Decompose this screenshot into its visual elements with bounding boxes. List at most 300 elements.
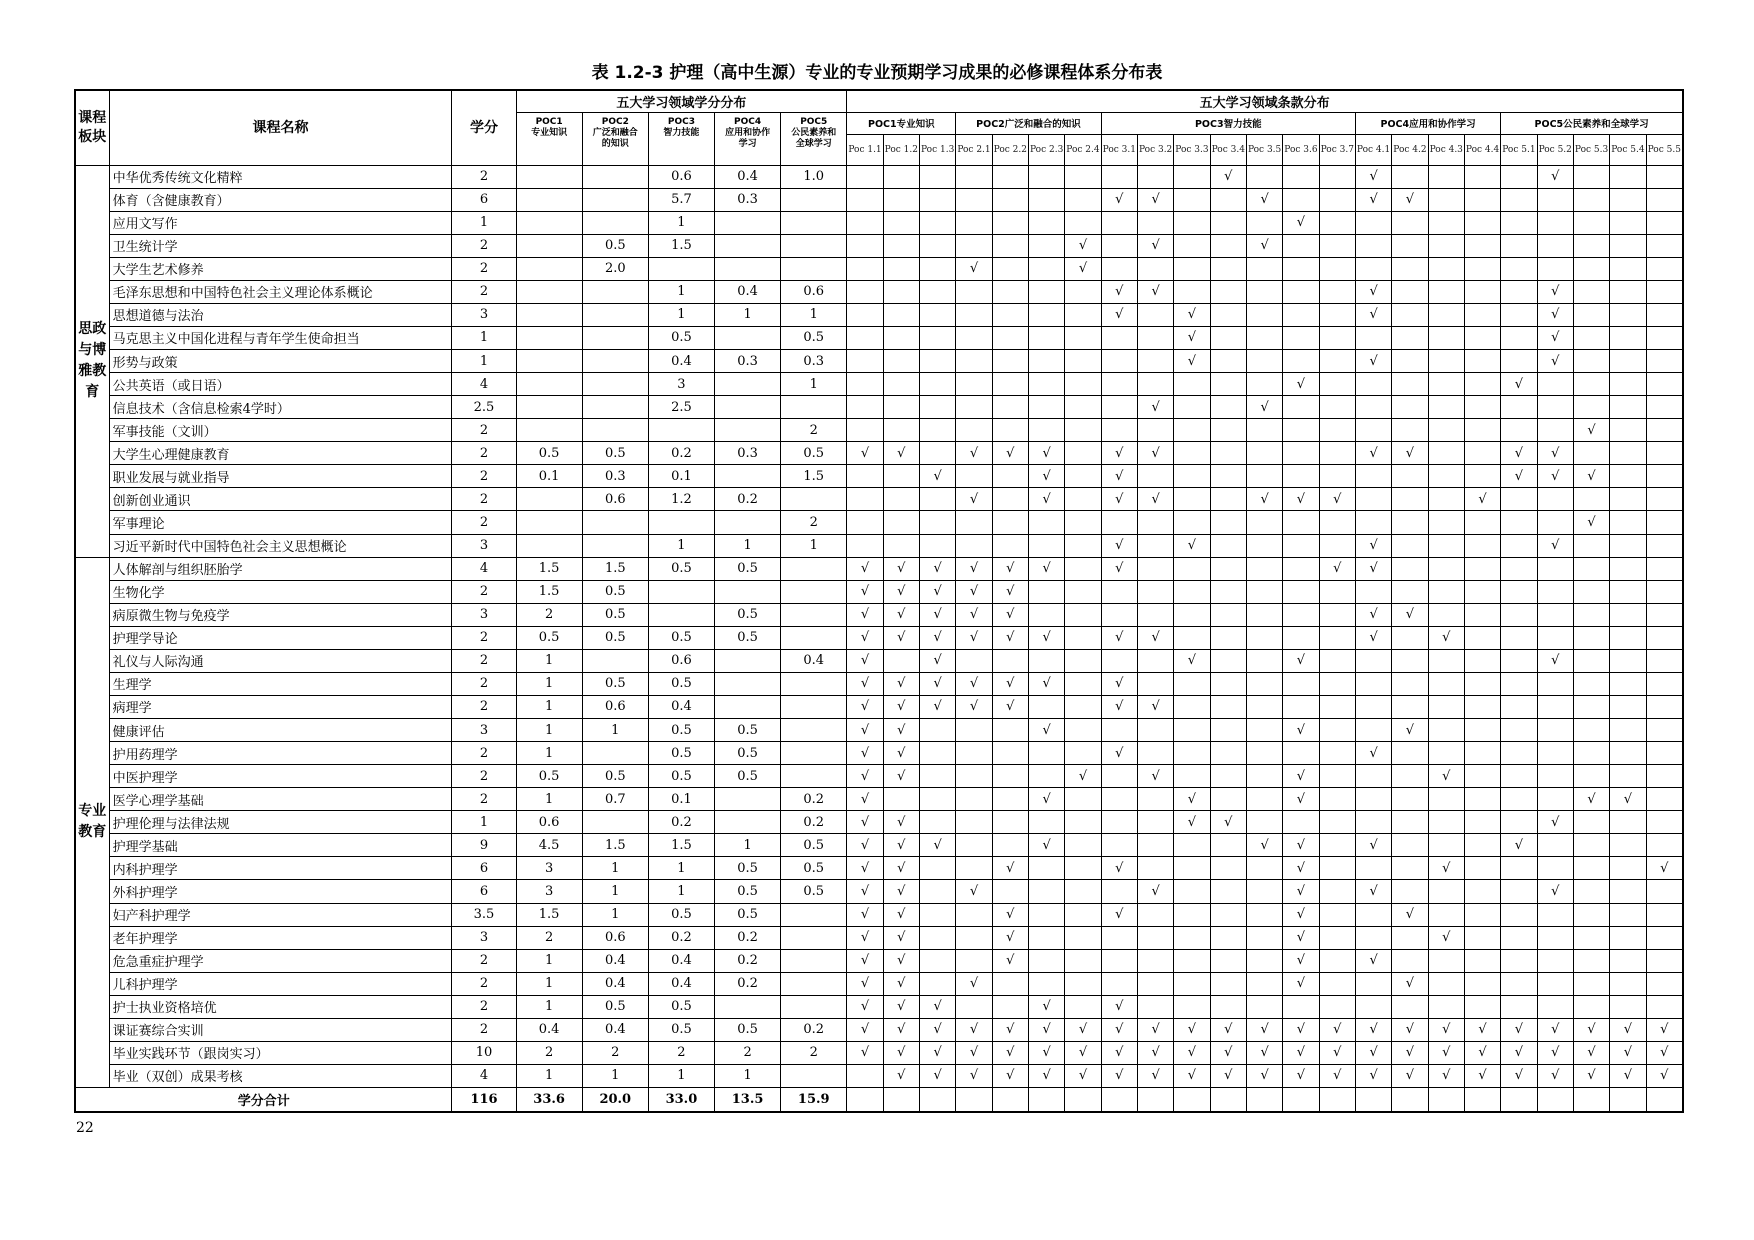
- credit-distribution-cell: 0.5: [648, 672, 714, 695]
- check-mark: √: [1573, 1018, 1609, 1041]
- check-mark: √: [1028, 995, 1064, 1018]
- check-mark: √: [883, 834, 919, 857]
- check-mark: √: [1101, 857, 1137, 880]
- empty-cell: [1246, 303, 1282, 326]
- course-credit: 3: [452, 603, 516, 626]
- empty-cell: [1210, 1088, 1246, 1113]
- empty-cell: [919, 373, 955, 396]
- empty-cell: [919, 949, 955, 972]
- check-mark: √: [1428, 926, 1464, 949]
- credit-distribution-cell: 1.5: [582, 834, 648, 857]
- credit-distribution-cell: [781, 257, 847, 280]
- credit-distribution-cell: [582, 326, 648, 349]
- empty-cell: [1319, 442, 1355, 465]
- empty-cell: [1464, 903, 1500, 926]
- credit-distribution-cell: [516, 488, 582, 511]
- check-mark: √: [1392, 1064, 1428, 1087]
- check-mark: √: [1355, 442, 1391, 465]
- empty-cell: [1573, 719, 1609, 742]
- credit-distribution-cell: 1: [715, 1064, 781, 1087]
- credit-distribution-cell: 0.5: [648, 626, 714, 649]
- check-mark: √: [883, 1018, 919, 1041]
- empty-cell: [1065, 649, 1101, 672]
- course-name: 创新创业通识: [109, 488, 452, 511]
- empty-cell: [1464, 649, 1500, 672]
- empty-cell: [919, 234, 955, 257]
- table-row: [75, 603, 1683, 626]
- empty-cell: [1428, 834, 1464, 857]
- empty-cell: [1464, 257, 1500, 280]
- credit-distribution-cell: [781, 903, 847, 926]
- check-mark: √: [1537, 1064, 1573, 1087]
- table-row: [75, 1064, 1683, 1087]
- credit-distribution-cell: 1.0: [781, 165, 847, 188]
- empty-cell: [956, 834, 992, 857]
- credit-distribution-cell: [715, 788, 781, 811]
- credit-distribution-cell: 0.5: [648, 765, 714, 788]
- empty-cell: [1646, 280, 1683, 303]
- course-credit: 2: [452, 995, 516, 1018]
- empty-cell: [1174, 488, 1210, 511]
- poc-sub-header: Poc 1.1: [847, 134, 883, 165]
- empty-cell: [956, 949, 992, 972]
- empty-cell: [1065, 350, 1101, 373]
- check-mark: √: [1210, 1064, 1246, 1087]
- empty-cell: [1246, 1088, 1282, 1113]
- course-name: 大学生艺术修养: [109, 257, 452, 280]
- poc-sub-header: Poc 3.3: [1174, 134, 1210, 165]
- check-mark: √: [1283, 880, 1319, 903]
- poc-sub-header: Poc 2.1: [956, 134, 992, 165]
- course-name: 健康评估: [109, 719, 452, 742]
- credit-distribution-cell: [781, 765, 847, 788]
- check-mark: √: [992, 557, 1028, 580]
- empty-cell: [1319, 165, 1355, 188]
- check-mark: √: [1101, 488, 1137, 511]
- credit-distribution-cell: 0.1: [648, 465, 714, 488]
- empty-cell: [992, 326, 1028, 349]
- empty-cell: [992, 396, 1028, 419]
- empty-cell: [1028, 211, 1064, 234]
- empty-cell: [1464, 165, 1500, 188]
- empty-cell: [1573, 396, 1609, 419]
- poc-credit-header: [648, 112, 714, 165]
- credit-distribution-cell: 0.5: [781, 834, 847, 857]
- clause-distribution-header: 五大学习领域条款分布: [847, 90, 1683, 112]
- check-mark: √: [1392, 603, 1428, 626]
- empty-cell: [1355, 511, 1391, 534]
- empty-cell: [1646, 811, 1683, 834]
- check-mark: √: [1537, 465, 1573, 488]
- table-row: [75, 672, 1683, 695]
- empty-cell: [1319, 511, 1355, 534]
- credit-distribution-cell: 1: [648, 857, 714, 880]
- check-mark: √: [956, 1018, 992, 1041]
- empty-cell: [992, 880, 1028, 903]
- empty-cell: [1428, 419, 1464, 442]
- empty-cell: [1174, 880, 1210, 903]
- check-mark: √: [1137, 1041, 1173, 1064]
- empty-cell: [1537, 211, 1573, 234]
- empty-cell: [1464, 188, 1500, 211]
- empty-cell: [1464, 350, 1500, 373]
- check-mark: √: [1137, 488, 1173, 511]
- course-credit: 6: [452, 880, 516, 903]
- empty-cell: [919, 926, 955, 949]
- credit-distribution-cell: [648, 580, 714, 603]
- credit-distribution-cell: [516, 165, 582, 188]
- empty-cell: [1319, 603, 1355, 626]
- credit-distribution-cell: 1.5: [781, 465, 847, 488]
- empty-cell: [1355, 1088, 1391, 1113]
- empty-cell: [919, 857, 955, 880]
- empty-cell: [1101, 649, 1137, 672]
- empty-cell: [1573, 972, 1609, 995]
- credit-distribution-cell: [715, 672, 781, 695]
- check-mark: √: [1101, 1064, 1137, 1087]
- check-mark: √: [992, 672, 1028, 695]
- check-mark: √: [1283, 788, 1319, 811]
- empty-cell: [1028, 257, 1064, 280]
- empty-cell: [1028, 534, 1064, 557]
- credit-distribution-cell: [715, 326, 781, 349]
- check-mark: √: [1392, 1041, 1428, 1064]
- credit-distribution-cell: 1: [516, 649, 582, 672]
- empty-cell: [1246, 926, 1282, 949]
- empty-cell: [1501, 511, 1537, 534]
- empty-cell: [1319, 719, 1355, 742]
- empty-cell: [883, 373, 919, 396]
- empty-cell: [1210, 211, 1246, 234]
- check-mark: √: [883, 880, 919, 903]
- empty-cell: [1428, 972, 1464, 995]
- empty-cell: [919, 419, 955, 442]
- empty-cell: [1246, 995, 1282, 1018]
- empty-cell: [1283, 742, 1319, 765]
- empty-cell: [1246, 442, 1282, 465]
- check-mark: √: [956, 488, 992, 511]
- credit-distribution-cell: 0.4: [648, 949, 714, 972]
- empty-cell: [1246, 719, 1282, 742]
- credit-distribution-cell: [648, 257, 714, 280]
- empty-cell: [1428, 880, 1464, 903]
- empty-cell: [1392, 326, 1428, 349]
- course-credit: 10: [452, 1041, 516, 1064]
- empty-cell: [1428, 1088, 1464, 1113]
- empty-cell: [1501, 995, 1537, 1018]
- check-mark: √: [1355, 949, 1391, 972]
- check-mark: √: [1101, 557, 1137, 580]
- module-label: [75, 557, 109, 1087]
- credit-distribution-cell: [781, 396, 847, 419]
- check-mark: √: [1610, 1018, 1646, 1041]
- credit-distribution-cell: [582, 165, 648, 188]
- empty-cell: [1573, 257, 1609, 280]
- empty-cell: [1428, 672, 1464, 695]
- empty-cell: [992, 350, 1028, 373]
- empty-cell: [992, 188, 1028, 211]
- table-row: [75, 373, 1683, 396]
- table-row: [75, 303, 1683, 326]
- credit-distribution-cell: 1: [648, 280, 714, 303]
- check-mark: √: [1355, 303, 1391, 326]
- empty-cell: [1610, 695, 1646, 718]
- empty-cell: [1355, 396, 1391, 419]
- credit-distribution-cell: [715, 511, 781, 534]
- check-mark: √: [1283, 719, 1319, 742]
- check-mark: √: [883, 695, 919, 718]
- empty-cell: [1355, 719, 1391, 742]
- credit-distribution-cell: 0.2: [715, 949, 781, 972]
- empty-cell: [1610, 834, 1646, 857]
- empty-cell: [1065, 880, 1101, 903]
- check-mark: √: [956, 442, 992, 465]
- empty-cell: [1428, 188, 1464, 211]
- empty-cell: [1392, 949, 1428, 972]
- check-mark: √: [1246, 1064, 1282, 1087]
- poc-desc: 广泛和融合的知识: [592, 127, 638, 149]
- empty-cell: [1319, 765, 1355, 788]
- empty-cell: [1028, 949, 1064, 972]
- credit-distribution-cell: 0.3: [715, 350, 781, 373]
- empty-cell: [1246, 949, 1282, 972]
- empty-cell: [1355, 811, 1391, 834]
- check-mark: √: [1646, 1041, 1683, 1064]
- empty-cell: [847, 165, 883, 188]
- empty-cell: [847, 350, 883, 373]
- check-mark: √: [1501, 1064, 1537, 1087]
- course-credit: 9: [452, 834, 516, 857]
- empty-cell: [1537, 972, 1573, 995]
- empty-cell: [1355, 788, 1391, 811]
- table-row: [75, 765, 1683, 788]
- empty-cell: [847, 280, 883, 303]
- table-row: [75, 880, 1683, 903]
- empty-cell: [1501, 949, 1537, 972]
- empty-cell: [883, 211, 919, 234]
- poc-group-header: POC5公民素养和全球学习: [1501, 112, 1683, 134]
- credit-distribution-cell: 1: [715, 834, 781, 857]
- course-credit: 6: [452, 188, 516, 211]
- poc-code: POC4: [734, 116, 762, 127]
- empty-cell: [1101, 165, 1137, 188]
- empty-cell: [1537, 257, 1573, 280]
- check-mark: √: [1610, 788, 1646, 811]
- empty-cell: [1392, 811, 1428, 834]
- credit-distribution-cell: 2: [781, 511, 847, 534]
- credit-distribution-cell: 1: [781, 534, 847, 557]
- empty-cell: [1392, 995, 1428, 1018]
- check-mark: √: [1610, 1064, 1646, 1087]
- empty-cell: [1464, 834, 1500, 857]
- credit-distribution-cell: 0.5: [648, 742, 714, 765]
- credit-distribution-cell: 0.5: [715, 626, 781, 649]
- credit-distribution-cell: 0.2: [648, 442, 714, 465]
- table-row: [75, 649, 1683, 672]
- credit-distribution-cell: [781, 695, 847, 718]
- empty-cell: [1464, 373, 1500, 396]
- check-mark: √: [847, 995, 883, 1018]
- poc-sub-header: Poc 5.1: [1501, 134, 1537, 165]
- check-mark: √: [919, 626, 955, 649]
- empty-cell: [1210, 603, 1246, 626]
- empty-cell: [1210, 672, 1246, 695]
- empty-cell: [1392, 465, 1428, 488]
- empty-cell: [1646, 788, 1683, 811]
- empty-cell: [992, 234, 1028, 257]
- empty-cell: [1065, 419, 1101, 442]
- poc-sub-header: Poc 5.5: [1646, 134, 1683, 165]
- table-row: [75, 857, 1683, 880]
- check-mark: √: [847, 949, 883, 972]
- poc-sub-header: Poc 2.2: [992, 134, 1028, 165]
- check-mark: √: [1246, 234, 1282, 257]
- credit-distribution-cell: 0.4: [582, 949, 648, 972]
- table-row: [75, 465, 1683, 488]
- empty-cell: [1428, 465, 1464, 488]
- empty-cell: [1319, 580, 1355, 603]
- credit-distribution-cell: 0.4: [648, 350, 714, 373]
- empty-cell: [1646, 557, 1683, 580]
- check-mark: √: [883, 765, 919, 788]
- check-mark: √: [1137, 396, 1173, 419]
- course-name: 生物化学: [109, 580, 452, 603]
- empty-cell: [992, 649, 1028, 672]
- credit-distribution-cell: 0.4: [582, 972, 648, 995]
- empty-cell: [1101, 419, 1137, 442]
- empty-cell: [1501, 742, 1537, 765]
- check-mark: √: [847, 719, 883, 742]
- empty-cell: [1646, 880, 1683, 903]
- empty-cell: [1065, 695, 1101, 718]
- credit-distribution-cell: 1.5: [516, 557, 582, 580]
- credit-distribution-cell: 0.2: [715, 926, 781, 949]
- empty-cell: [1137, 742, 1173, 765]
- empty-cell: [1573, 373, 1609, 396]
- credit-distribution-cell: [516, 188, 582, 211]
- check-mark: √: [883, 1064, 919, 1087]
- poc-sub-header: Poc 2.4: [1065, 134, 1101, 165]
- check-mark: √: [1355, 1041, 1391, 1064]
- course-name: 病理学: [109, 695, 452, 718]
- empty-cell: [1137, 534, 1173, 557]
- empty-cell: [1319, 350, 1355, 373]
- table-row: [75, 234, 1683, 257]
- empty-cell: [1610, 350, 1646, 373]
- check-mark: √: [956, 1041, 992, 1064]
- credit-distribution-cell: 2.0: [582, 257, 648, 280]
- empty-cell: [1646, 926, 1683, 949]
- empty-cell: [1319, 926, 1355, 949]
- course-credit: 2: [452, 649, 516, 672]
- empty-cell: [1646, 419, 1683, 442]
- empty-cell: [1464, 442, 1500, 465]
- check-mark: √: [883, 857, 919, 880]
- empty-cell: [956, 511, 992, 534]
- totals-distribution-cell: 33.6: [516, 1088, 582, 1113]
- totals-distribution-cell: 20.0: [582, 1088, 648, 1113]
- credit-distribution-cell: 0.5: [582, 580, 648, 603]
- empty-cell: [1464, 465, 1500, 488]
- empty-cell: [1174, 188, 1210, 211]
- empty-cell: [883, 488, 919, 511]
- empty-cell: [1501, 165, 1537, 188]
- credit-distribution-cell: 0.5: [715, 765, 781, 788]
- course-name: 生理学: [109, 672, 452, 695]
- empty-cell: [1537, 695, 1573, 718]
- check-mark: √: [847, 834, 883, 857]
- credit-distribution-cell: 1: [582, 880, 648, 903]
- empty-cell: [1319, 903, 1355, 926]
- poc-sub-header: Poc 3.2: [1137, 134, 1173, 165]
- empty-cell: [1464, 972, 1500, 995]
- empty-cell: [1174, 672, 1210, 695]
- check-mark: √: [1028, 788, 1064, 811]
- empty-cell: [1646, 488, 1683, 511]
- empty-cell: [847, 326, 883, 349]
- check-mark: √: [992, 1041, 1028, 1064]
- empty-cell: [992, 765, 1028, 788]
- credit-distribution-cell: 0.5: [582, 603, 648, 626]
- empty-cell: [1174, 719, 1210, 742]
- check-mark: √: [1283, 211, 1319, 234]
- empty-cell: [1610, 880, 1646, 903]
- empty-cell: [1101, 580, 1137, 603]
- empty-cell: [1610, 465, 1646, 488]
- check-mark: √: [1537, 811, 1573, 834]
- credit-distribution-cell: [715, 234, 781, 257]
- credit-distribution-cell: 0.5: [715, 719, 781, 742]
- empty-cell: [956, 903, 992, 926]
- course-credit: 2: [452, 765, 516, 788]
- credit-distribution-cell: [781, 972, 847, 995]
- empty-cell: [1573, 280, 1609, 303]
- credit-distribution-cell: 0.1: [516, 465, 582, 488]
- poc-group-header: POC2广泛和融合的知识: [956, 112, 1101, 134]
- check-mark: √: [1174, 1018, 1210, 1041]
- empty-cell: [1210, 280, 1246, 303]
- credit-distribution-cell: [781, 995, 847, 1018]
- course-name: 护理学基础: [109, 834, 452, 857]
- empty-cell: [1137, 557, 1173, 580]
- poc-sub-header: Poc 3.5: [1246, 134, 1282, 165]
- empty-cell: [1174, 695, 1210, 718]
- empty-cell: [1028, 926, 1064, 949]
- course-credit: 2: [452, 442, 516, 465]
- empty-cell: [847, 234, 883, 257]
- empty-cell: [1319, 303, 1355, 326]
- empty-cell: [1501, 903, 1537, 926]
- empty-cell: [1646, 211, 1683, 234]
- credit-distribution-cell: 0.5: [715, 742, 781, 765]
- credit-distribution-cell: [516, 419, 582, 442]
- check-mark: √: [1101, 534, 1137, 557]
- empty-cell: [1392, 396, 1428, 419]
- check-mark: √: [1101, 1041, 1137, 1064]
- check-mark: √: [1464, 1041, 1500, 1064]
- check-mark: √: [1537, 350, 1573, 373]
- empty-cell: [1174, 926, 1210, 949]
- empty-cell: [1610, 257, 1646, 280]
- empty-cell: [919, 511, 955, 534]
- credit-distribution-cell: [582, 419, 648, 442]
- course-credit: 2.5: [452, 396, 516, 419]
- empty-cell: [1428, 719, 1464, 742]
- empty-cell: [1319, 534, 1355, 557]
- credit-distribution-cell: 1: [582, 719, 648, 742]
- empty-cell: [992, 419, 1028, 442]
- empty-cell: [1137, 580, 1173, 603]
